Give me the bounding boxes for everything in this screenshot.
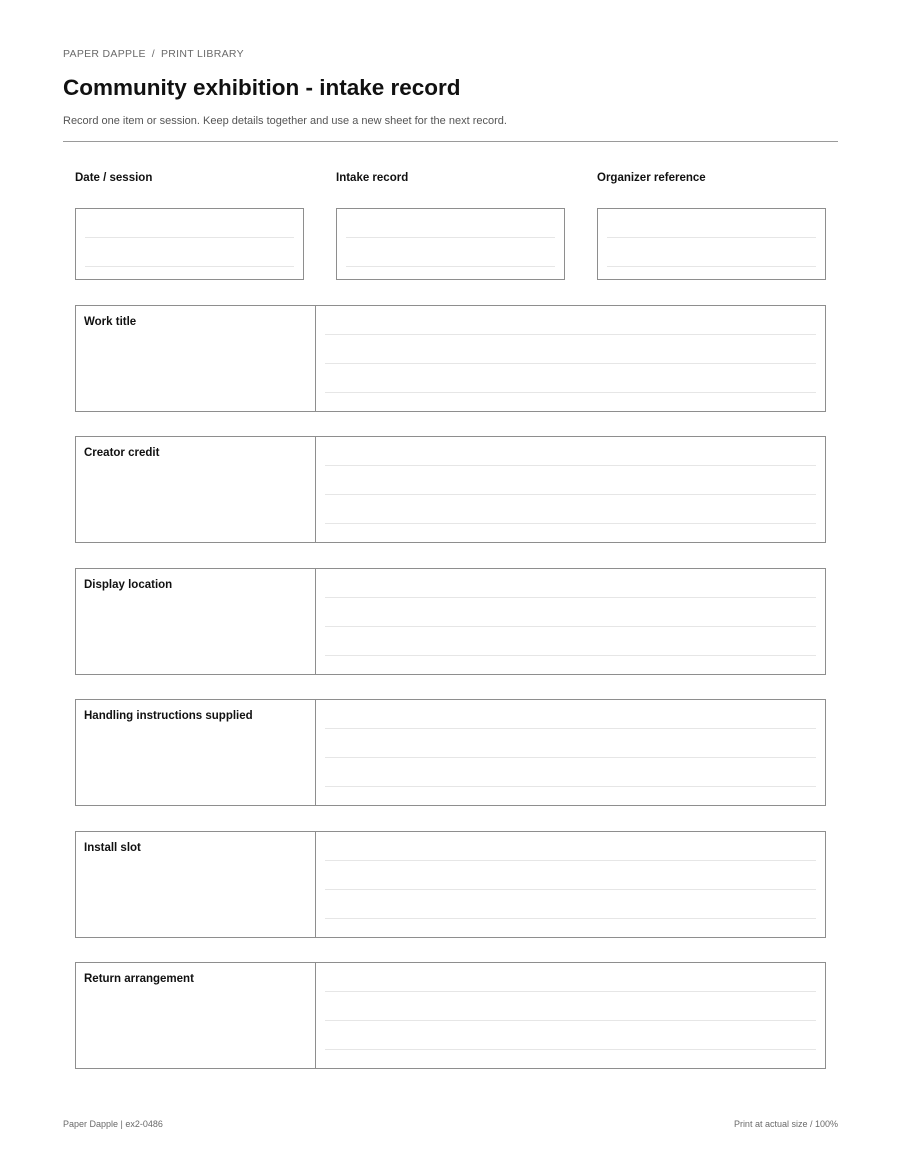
writing-line [325, 991, 816, 992]
install-slot-label-cell [76, 832, 316, 937]
handling-instructions-label: Handling instructions supplied [84, 710, 253, 722]
work-title-label: Work title [84, 316, 137, 328]
writing-line [325, 889, 816, 890]
form-page [63, 0, 838, 1165]
writing-line [325, 392, 816, 393]
breadcrumb-separator: / [151, 48, 155, 60]
writing-line [325, 494, 816, 495]
return-arrangement-label-cell [76, 963, 316, 1068]
writing-line [346, 266, 555, 267]
organizer-reference-field [597, 172, 826, 184]
writing-line [325, 523, 816, 524]
work-title-input[interactable] [316, 306, 825, 411]
writing-line [325, 465, 816, 466]
intake-record-label: Intake record [336, 172, 409, 184]
breadcrumb-section: PRINT LIBRARY [161, 48, 244, 60]
creator-credit-label-cell [76, 437, 316, 542]
display-location-label-cell [76, 569, 316, 674]
install-slot-row [75, 831, 826, 938]
organizer-reference-label: Organizer reference [597, 172, 706, 184]
writing-line [607, 237, 816, 238]
return-arrangement-input[interactable] [316, 963, 825, 1068]
footer-document-id: Paper Dapple | ex2-0486 [63, 1119, 163, 1129]
handling-instructions-label-cell [76, 700, 316, 805]
date-session-label: Date / session [75, 172, 153, 184]
writing-line [325, 363, 816, 364]
page-subtitle: Record one item or session. Keep details together and use a new sheet for the next record. [63, 115, 507, 127]
writing-line [325, 1049, 816, 1050]
date-session-input[interactable] [75, 208, 304, 280]
writing-line [325, 1020, 816, 1021]
intake-record-field [336, 172, 565, 184]
install-slot-label: Install slot [84, 842, 141, 854]
work-title-row [75, 305, 826, 412]
return-arrangement-label: Return arrangement [84, 973, 194, 985]
display-location-label: Display location [84, 579, 173, 591]
date-session-field [75, 172, 304, 184]
intake-record-input[interactable] [336, 208, 565, 280]
page-title: Community exhibition - intake record [63, 75, 461, 100]
work-title-label-cell [76, 306, 316, 411]
writing-line [85, 237, 294, 238]
handling-instructions-row [75, 699, 826, 806]
writing-line [325, 757, 816, 758]
writing-line [607, 266, 816, 267]
install-slot-input[interactable] [316, 832, 825, 937]
creator-credit-label: Creator credit [84, 447, 160, 459]
writing-line [325, 728, 816, 729]
header-fields [75, 172, 826, 282]
footer-print-note: Print at actual size / 100% [733, 1119, 838, 1129]
display-location-input[interactable] [316, 569, 825, 674]
breadcrumb [63, 48, 244, 60]
handling-instructions-input[interactable] [316, 700, 825, 805]
writing-line [325, 626, 816, 627]
writing-line [325, 597, 816, 598]
writing-line [325, 786, 816, 787]
writing-line [325, 918, 816, 919]
creator-credit-input[interactable] [316, 437, 825, 542]
return-arrangement-row [75, 962, 826, 1069]
writing-line [325, 655, 816, 656]
organizer-reference-input[interactable] [597, 208, 826, 280]
header-divider [63, 141, 838, 142]
creator-credit-row [75, 436, 826, 543]
writing-line [325, 860, 816, 861]
writing-line [85, 266, 294, 267]
writing-line [346, 237, 555, 238]
display-location-row [75, 568, 826, 675]
writing-line [325, 334, 816, 335]
breadcrumb-brand: PAPER DAPPLE [63, 48, 146, 60]
